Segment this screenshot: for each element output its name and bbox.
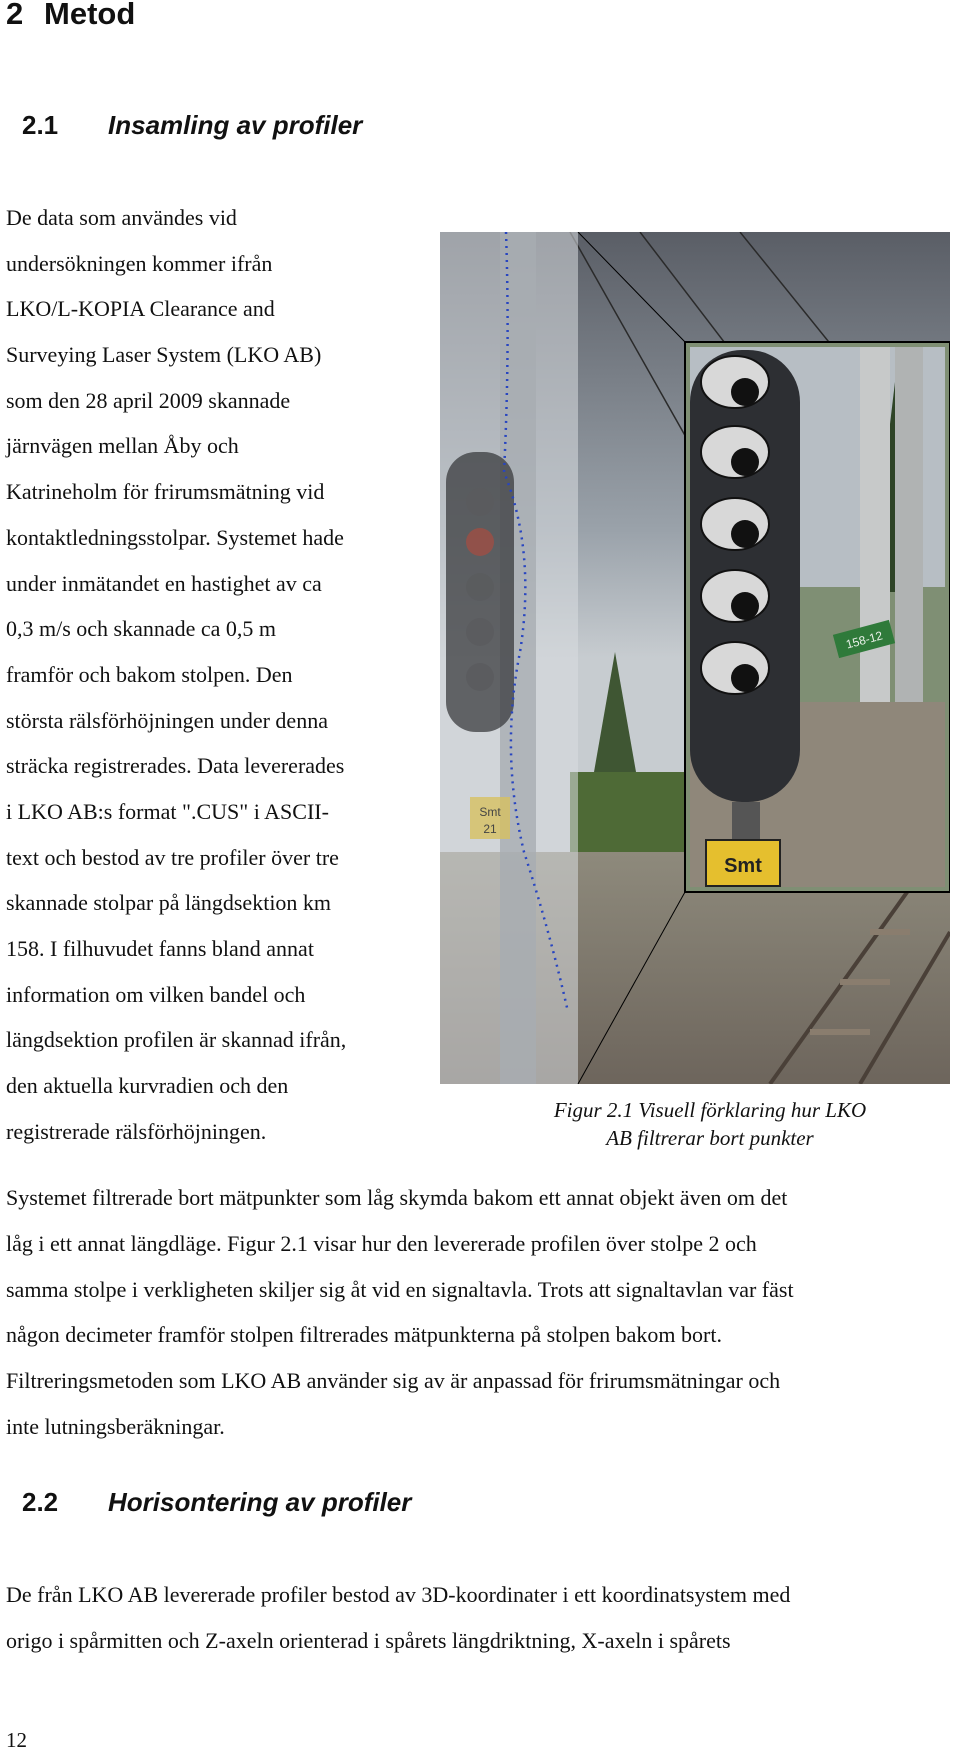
text-line: 0,3 m/s och skannade ca 0,5 m <box>6 616 277 641</box>
subsection-heading-2-1 <box>22 110 362 141</box>
subsection-heading-2-2 <box>22 1487 411 1518</box>
green-plate-text: 158-12 <box>844 628 885 652</box>
text-line: 158. I filhuvudet fanns bland annat <box>6 936 314 961</box>
page-number: 12 <box>6 1728 27 1752</box>
signal-photo-illustration <box>440 232 950 1084</box>
section-title: Metod <box>44 0 136 31</box>
text-line: som den 28 april 2009 skannade <box>6 388 291 413</box>
text-line: järnvägen mellan Åby och <box>6 433 239 458</box>
subsection-number: 2.1 <box>22 110 59 140</box>
left-sign-number: 21 <box>483 822 497 836</box>
figure-caption-line-1: Figur 2.1 Visuell förklaring hur LKO <box>553 1098 867 1122</box>
text-line: Katrineholm för frirumsmätning vid <box>6 479 325 504</box>
section-number: 2 <box>6 0 24 31</box>
text-line: Filtreringsmetoden som LKO AB använder sig av är anpassad för frirumsmätningar och <box>6 1368 781 1393</box>
text-line: De från LKO AB levererade profiler bestod av 3D-koordinater i ett koordinatsystem med <box>6 1582 791 1607</box>
faded-left-panel <box>440 232 578 1084</box>
text-line: undersökningen kommer ifrån <box>6 251 273 276</box>
text-line: text och bestod av tre profiler över tre <box>6 845 339 870</box>
text-line: i LKO AB:s format ".CUS" i ASCII- <box>6 799 329 824</box>
smt-sign-text: Smt <box>724 855 762 877</box>
text-line: längdsektion profilen är skannad ifrån, <box>6 1027 347 1052</box>
text-line: låg i ett annat längdläge. Figur 2.1 visar hur den levererade profilen över stolpe 2 och <box>6 1231 757 1256</box>
text-line: Systemet filtrerade bort mätpunkter som låg skymda bakom ett annat objekt även om det <box>6 1185 788 1210</box>
left-sign-text: Smt <box>479 805 501 819</box>
text-line: De data som användes vid <box>6 205 237 230</box>
text-line: sträcka registrerades. Data levererades <box>6 753 345 778</box>
subsection-number: 2.2 <box>22 1487 59 1517</box>
text-line: någon decimeter framför stolpen filtrerades mätpunkterna på stolpen bakom bort. <box>6 1322 722 1347</box>
text-line: största rälsförhöjningen under denna <box>6 708 328 733</box>
zoomed-signal-inset <box>685 342 950 892</box>
subsection-title: Insamling av profiler <box>108 110 363 140</box>
text-line: under inmätandet en hastighet av ca <box>6 571 322 596</box>
section-heading <box>6 0 135 32</box>
signal-photo-figure <box>440 232 950 1084</box>
subsection-title: Horisontering av profiler <box>108 1487 412 1517</box>
text-line: framför och bakom stolpen. Den <box>6 662 293 687</box>
text-line: samma stolpe i verkligheten skiljer sig åt vid en signaltavla. Trots att signaltavlan var fäst <box>6 1277 794 1302</box>
text-line: kontaktledningsstolpar. Systemet hade <box>6 525 344 550</box>
text-line: skannade stolpar på längdsektion km <box>6 890 332 915</box>
text-line: den aktuella kurvradien och den <box>6 1073 289 1098</box>
text-line: information om vilken bandel och <box>6 982 306 1007</box>
text-line: inte lutningsberäkningar. <box>6 1414 225 1439</box>
figure-caption-line-2: AB filtrerar bort punkter <box>606 1126 814 1150</box>
text-line: registrerade rälsförhöjningen. <box>6 1119 267 1144</box>
text-line: Surveying Laser System (LKO AB) <box>6 342 322 367</box>
text-line: origo i spårmitten och Z-axeln orienterad i spårets längdriktning, X-axeln i spårets <box>6 1628 731 1653</box>
text-line: LKO/L-KOPIA Clearance and <box>6 296 275 321</box>
